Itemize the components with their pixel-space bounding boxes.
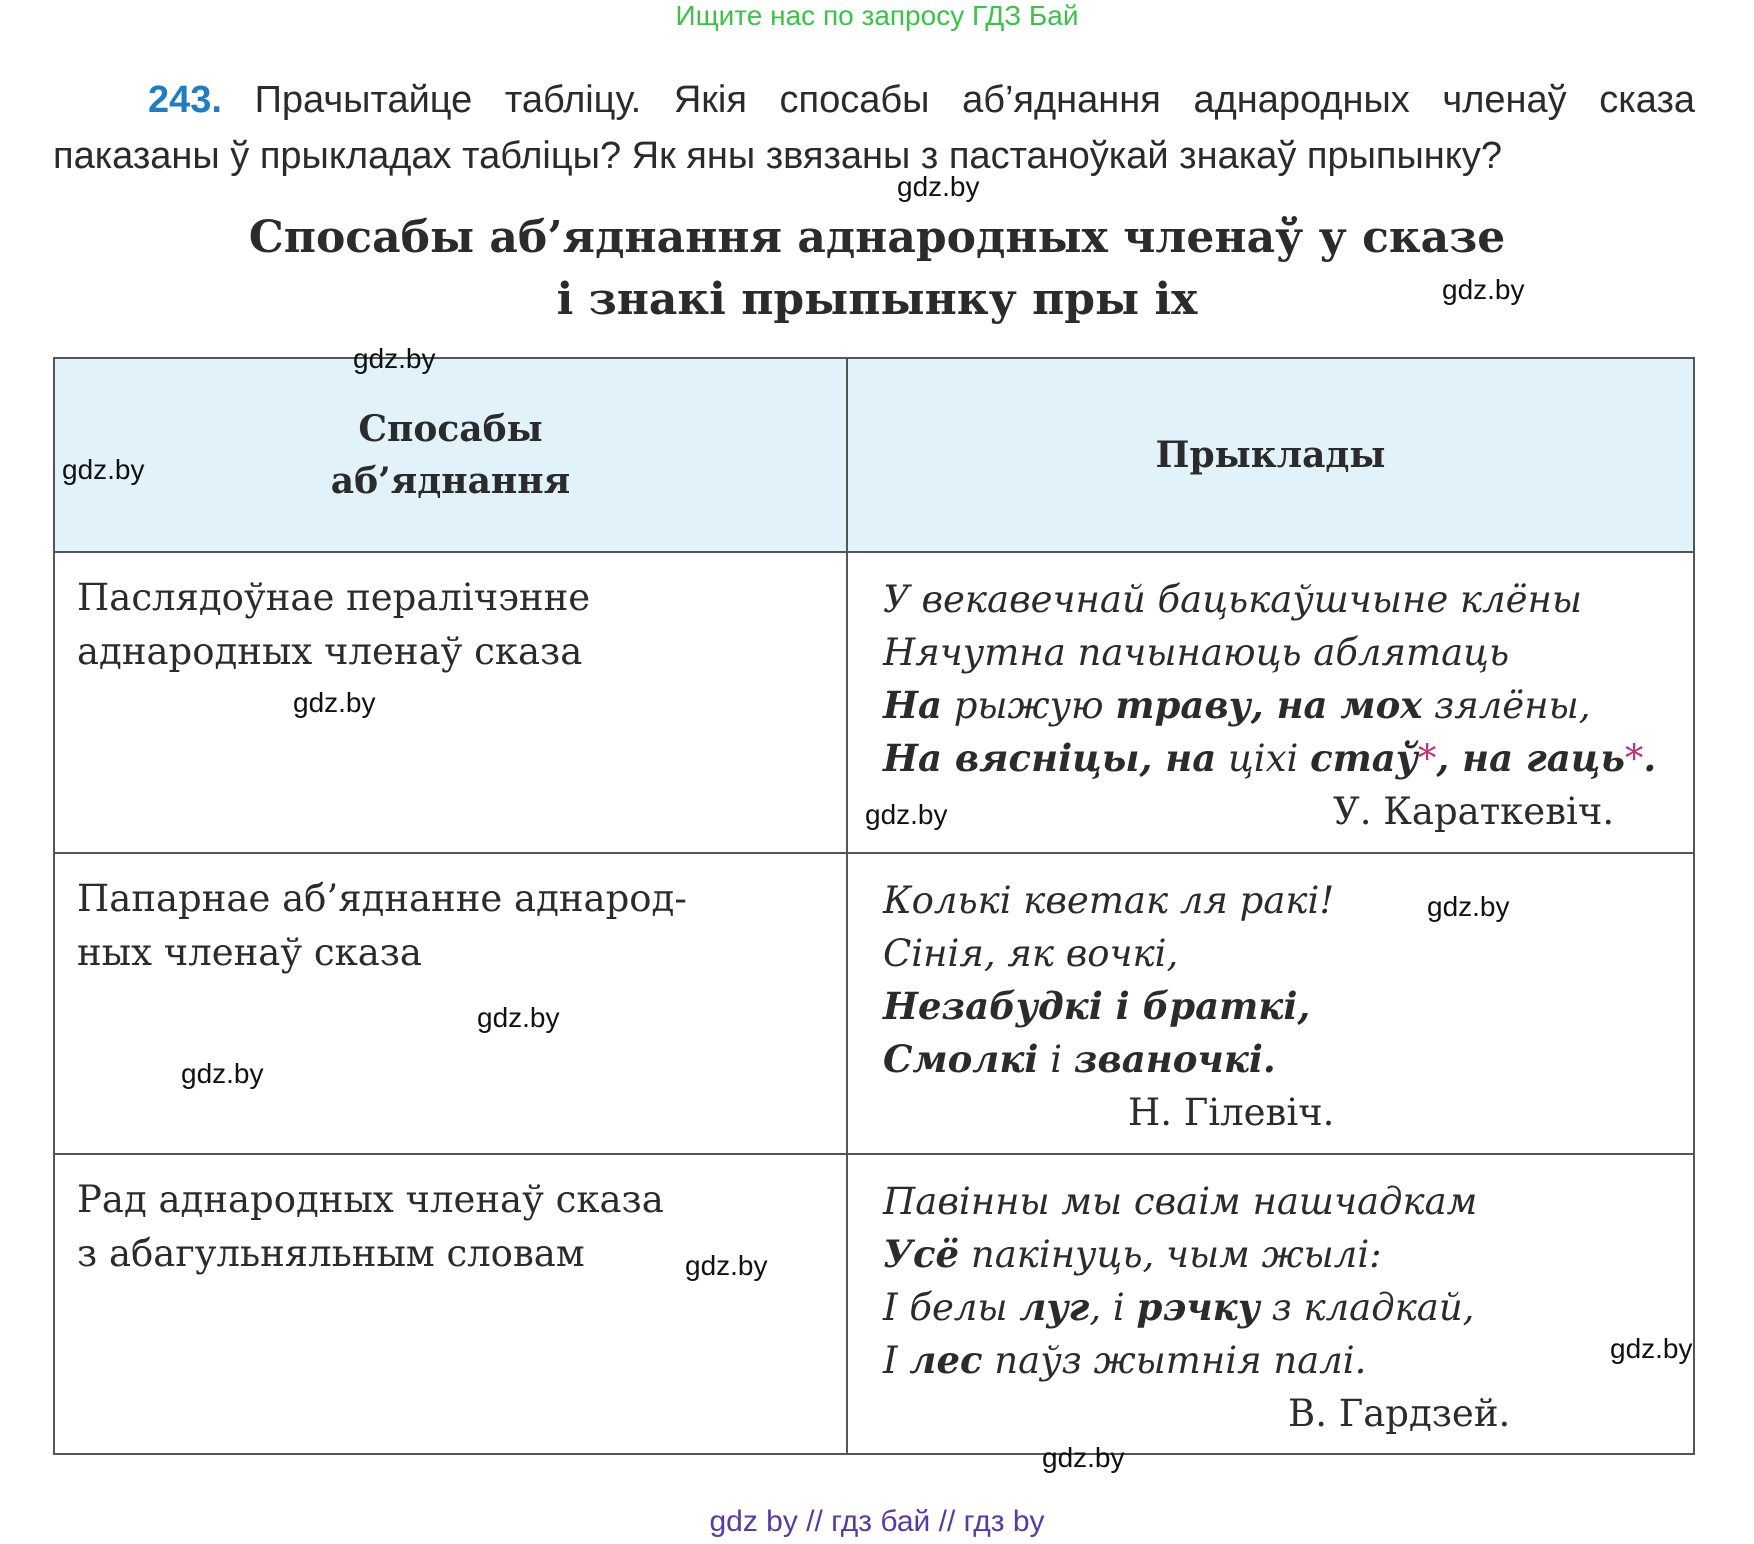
table-row bbox=[54, 1154, 1694, 1454]
method-line: Рад аднародных членаў сказа bbox=[77, 1178, 664, 1221]
watermark: gdz.by bbox=[62, 454, 145, 485]
method-line: Паслядоўнае пералічэнне bbox=[77, 576, 591, 619]
footer-links: gdz by // гдз бай // гдз by bbox=[709, 1505, 1045, 1538]
watermark: gdz.by bbox=[477, 1002, 560, 1033]
watermark: gdz.by bbox=[1042, 1442, 1125, 1473]
poem-line: І лес паўз жытнія палі. bbox=[883, 1338, 1367, 1382]
exercise-line-2: паказаны ў прыкладах табліцы? Як яны звязаны з пастаноўкай знакаў прыпынку? bbox=[53, 135, 1502, 177]
header-examples: Прыклады bbox=[847, 358, 1694, 552]
method-line: з абагульняльным словам bbox=[77, 1232, 585, 1275]
header-methods-line-2: аб’яднання bbox=[330, 460, 571, 502]
watermark: gdz.by bbox=[897, 171, 980, 202]
watermark: gdz.by bbox=[865, 799, 948, 830]
author: У. Караткевіч. bbox=[1333, 790, 1615, 833]
watermark: gdz.by bbox=[1610, 1333, 1693, 1364]
poem-line: І белы луг, і рэчку з кладкай, bbox=[883, 1285, 1475, 1329]
footnote-star: * bbox=[1624, 737, 1644, 780]
author: Н. Гілевіч. bbox=[1128, 1091, 1335, 1134]
watermark: gdz.by bbox=[685, 1250, 768, 1281]
promo-banner: Ищите нас по запросу ГДЗ Бай bbox=[675, 0, 1079, 31]
table-header-row bbox=[54, 358, 1694, 552]
exercise-text bbox=[53, 72, 1695, 184]
method-cell bbox=[54, 853, 847, 1154]
poem-line: У векавечнай бацькаўшчыне клёны bbox=[883, 578, 1583, 621]
poem-line: На рыжую траву, на мох зялёны, bbox=[883, 683, 1591, 727]
watermark: gdz.by bbox=[353, 343, 436, 374]
poem-line: Смолкі і званочкі. bbox=[883, 1037, 1276, 1081]
method-line: ных членаў сказа bbox=[77, 931, 422, 974]
poem-line: Усё пакінуць, чым жылі: bbox=[883, 1232, 1382, 1276]
poem-line: Колькі кветак ля ракі! bbox=[883, 879, 1335, 922]
exercise-number: 243. bbox=[148, 79, 222, 121]
watermark: gdz.by bbox=[181, 1058, 264, 1089]
table-title-line-2: і знакі прыпынку пры іх bbox=[556, 274, 1198, 325]
example-cell bbox=[847, 1154, 1694, 1454]
watermark: gdz.by bbox=[1427, 891, 1510, 922]
header-methods-line-1: Спосабы bbox=[358, 408, 543, 450]
table-title-line-1: Спосабы аб’яднання аднародных членаў у сказе bbox=[248, 212, 1506, 263]
watermark: gdz.by bbox=[1442, 274, 1525, 305]
poem-line: Нячутна пачынаюць аблятаць bbox=[883, 631, 1510, 674]
header-methods bbox=[54, 358, 847, 552]
watermark: gdz.by bbox=[293, 687, 376, 718]
poem-line: На вясніцы, на ціхі стаў*, на гаць*. bbox=[883, 736, 1657, 780]
example-cell bbox=[847, 853, 1694, 1154]
poem-line: Павінны мы сваім нашчадкам bbox=[883, 1180, 1478, 1223]
method-cell bbox=[54, 552, 847, 853]
example-cell bbox=[847, 552, 1694, 853]
method-cell bbox=[54, 1154, 847, 1454]
exercise-line-1: Прачытайце табліцу. Якія спосабы аб’яднання аднародных членаў сказа bbox=[254, 79, 1696, 121]
footnote-star: * bbox=[1417, 737, 1437, 780]
method-line: Папарнае аб’яднанне аднарод- bbox=[77, 877, 687, 920]
poem-line: Незабудкі і браткі, bbox=[883, 984, 1311, 1028]
author: В. Гардзей. bbox=[1288, 1392, 1511, 1435]
poem-line: Сінія, як вочкі, bbox=[883, 932, 1179, 975]
method-line: аднародных членаў сказа bbox=[77, 630, 583, 673]
